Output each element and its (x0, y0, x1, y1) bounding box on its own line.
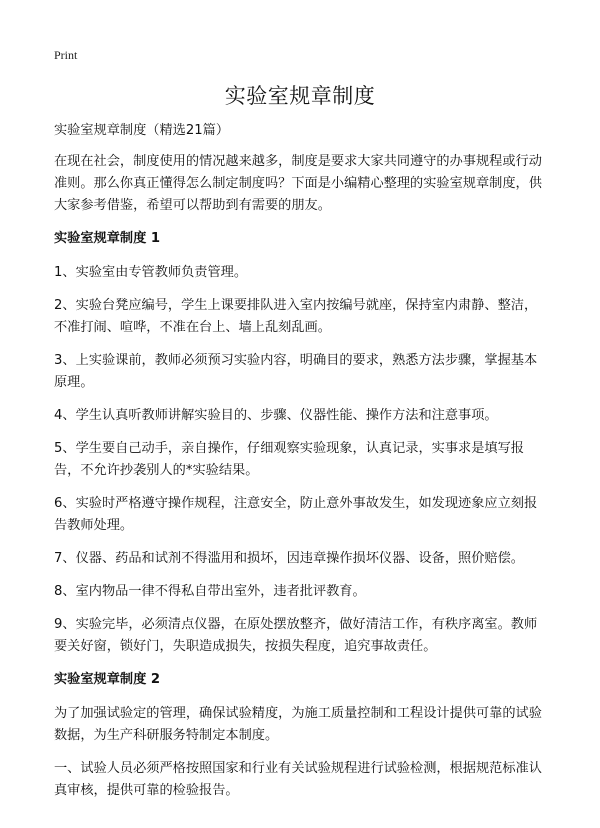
intro-paragraph: 在现在社会，制度使用的情况越来越多，制度是要求大家共同遵守的办事规程或行动准则。那么你真正懂得怎么制定制度吗？下面是小编精心整理的实验室规章制度，供大家参考借鉴，希望可以帮助到有需要的朋友。 (54, 154, 542, 213)
section-2-item: 一、试验人员必须严格按照国家和行业有关试验规程进行试验检测，根据规范标准认真审核，提供可靠的检验报告。 (54, 761, 542, 798)
document-subtitle: 实验室规章制度（精选21篇） (54, 123, 230, 138)
document-body (54, 120, 548, 813)
section-heading-2: 实验室规章制度 2 (54, 672, 161, 687)
section-1-item: 7、仪器、药品和试剂不得滥用和损坏，因违章操作损坏仪器、设备，照价赔偿。 (54, 551, 524, 566)
section-1-item: 9、实验完毕，必须清点仪器，在原处摆放整齐，做好清洁工作，有秩序离室。教师要关好窗，锁好门，失职造成损失，按损失程度，追究事故责任。 (54, 617, 538, 654)
page-title: 实验室规章制度 (224, 84, 376, 108)
section-1-item: 8、室内物品一律不得私自带出室外，违者批评教育。 (54, 584, 366, 599)
section-1-item: 2、实验台凳应编号，学生上课要排队进入室内按编号就座，保持室内肃静、整洁，不准打闹、喧哗，不准在台上、墙上乱刻乱画。 (54, 298, 538, 335)
section-1-item: 6、实验时严格遵守操作规程，注意安全，防止意外事故发生，如发现迹象应立刻报告教师处理。 (54, 496, 538, 533)
section-2-item: 为了加强试验定的管理，确保试验精度，为施工质量控制和工程设计提供可靠的试验数据，为生产科研服务特制定本制度。 (54, 706, 542, 743)
print-link[interactable]: Print (54, 48, 78, 62)
section-1-item: 1、实验室由专管教师负责管理。 (54, 265, 248, 280)
section-1-item: 3、上实验课前，教师必须预习实验内容，明确目的要求，熟悉方法步骤，掌握基本原理。 (54, 353, 538, 390)
section-heading-1: 实验室规章制度 1 (54, 231, 161, 246)
section-1-item: 5、学生要自己动手，亲自操作，仔细观察实验现象，认真记录，实事求是填写报告，不允许抄袭别人的*实验结果。 (54, 441, 524, 478)
section-1-item: 4、学生认真听教师讲解实验目的、步骤、仪器性能、操作方法和注意事项。 (54, 408, 498, 423)
